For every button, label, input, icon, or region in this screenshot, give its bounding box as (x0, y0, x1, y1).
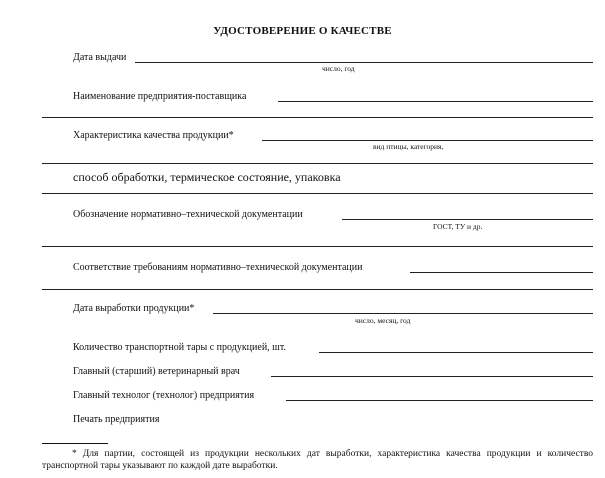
quality-characteristics-line-2[interactable] (42, 163, 593, 164)
quality-characteristics-line[interactable] (262, 140, 593, 141)
issue-date-hint: число, год (322, 64, 355, 73)
processing-method-text: способ обработки, термическое состояние, упаковка (73, 170, 341, 184)
containers-count-line[interactable] (319, 352, 593, 353)
production-date-hint: число, месяц, год (355, 316, 411, 325)
chief-technologist-label: Главный технолог (технолог) предприятия (73, 390, 255, 401)
normative-doc-hint: ГОСТ, ТУ и др. (433, 222, 483, 231)
document-title: УДОСТОВЕРЕНИЕ О КАЧЕСТВЕ (213, 25, 392, 37)
normative-doc-line-2[interactable] (42, 246, 593, 247)
issue-date-label: Дата выдачи (73, 52, 127, 63)
footnote-separator (42, 443, 108, 444)
supplier-name-line-2[interactable] (42, 117, 593, 118)
stamp-label: Печать предприятия (73, 414, 160, 425)
supplier-name-label: Наименование предприятия-поставщика (73, 91, 247, 102)
chief-vet-line[interactable] (271, 376, 593, 377)
quality-characteristics-label: Характеристика качества продукции* (73, 130, 234, 141)
compliance-line[interactable] (410, 272, 593, 273)
compliance-label: Соответствие требованиям нормативно–технической документации (73, 262, 363, 273)
chief-vet-label: Главный (старший) ветеринарный врач (73, 366, 240, 377)
footnote-text: * Для партии, состоящей из продукции нескольких дат выработки, характеристика качества продукции и количество транспортной тары указывают по каждой дате выработки. (42, 449, 593, 471)
production-date-label: Дата выработки продукции* (73, 303, 195, 314)
issue-date-line[interactable] (135, 62, 593, 63)
normative-doc-line[interactable] (342, 219, 593, 220)
supplier-name-line[interactable] (278, 101, 593, 102)
processing-method-line[interactable] (42, 193, 593, 194)
normative-doc-label: Обозначение нормативно–технической документации (73, 209, 303, 220)
compliance-line-2[interactable] (42, 289, 593, 290)
quality-characteristics-hint: вид птицы, категория, (373, 142, 444, 151)
production-date-line[interactable] (213, 313, 593, 314)
chief-technologist-line[interactable] (286, 400, 593, 401)
containers-count-label: Количество транспортной тары с продукцией, шт. (73, 342, 286, 353)
